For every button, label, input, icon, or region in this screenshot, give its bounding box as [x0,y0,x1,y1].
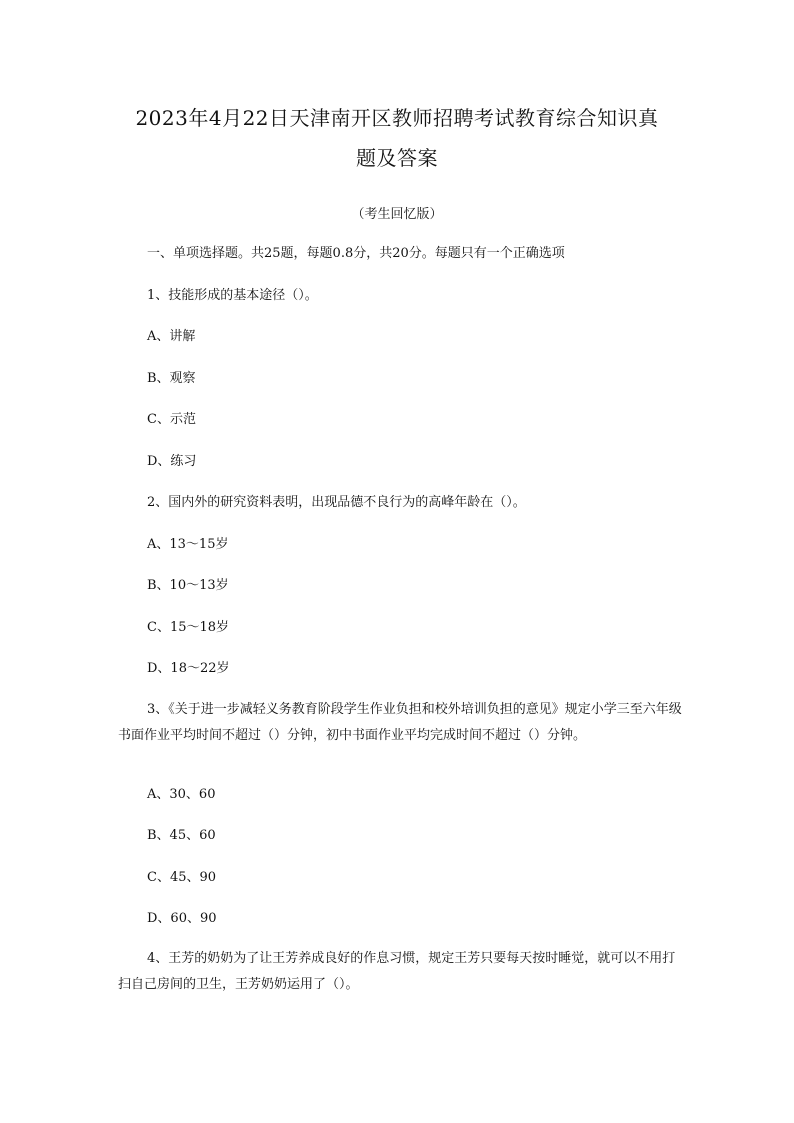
question-1-option-d: D、练习 [147,454,197,469]
question-3-stem: 3、《关于进一步减轻义务教育阶段学生作业负担和校外培训负担的意见》规定小学三至六年级书面作业平均时间不超过（）分钟，初中书面作业平均完成时间不超过（）分钟。 [118,702,682,743]
question-2-option-d: D、18～22岁 [147,661,230,676]
document-title-line-2: 题及答案 [356,146,438,170]
question-1-option-c: C、示范 [147,412,196,427]
question-2-stem: 2、国内外的研究资料表明，出现品德不良行为的高峰年龄在（）。 [147,495,526,510]
document-title-line-1: 2023年4月22日天津南开区教师招聘考试教育综合知识真 [135,106,659,130]
question-3-option-a: A、30、60 [147,787,216,802]
question-2-option-b: B、10～13岁 [147,578,229,593]
question-3-option-d: D、60、90 [147,911,217,926]
question-1-option-a: A、讲解 [147,329,196,344]
question-4-stem: 4、王芳的奶奶为了让王芳养成良好的作息习惯，规定王芳只要每天按时睡觉，就可以不用打扫自己房间的卫生，王芳奶奶运用了（）。 [118,951,676,992]
question-1-stem: 1、技能形成的基本途径（）。 [147,288,318,303]
document-subtitle: （考生回忆版） [351,207,443,222]
question-1-option-b: B、观察 [147,371,196,386]
question-2-option-c: C、15～18岁 [147,620,230,635]
question-3-option-c: C、45、90 [147,870,217,885]
question-3-option-b: B、45、60 [147,828,216,843]
question-2-option-a: A、13～15岁 [147,537,229,552]
section-heading: 一、单项选择题。共25题，每题0.8分，共20分。每题只有一个正确选项 [147,246,565,261]
